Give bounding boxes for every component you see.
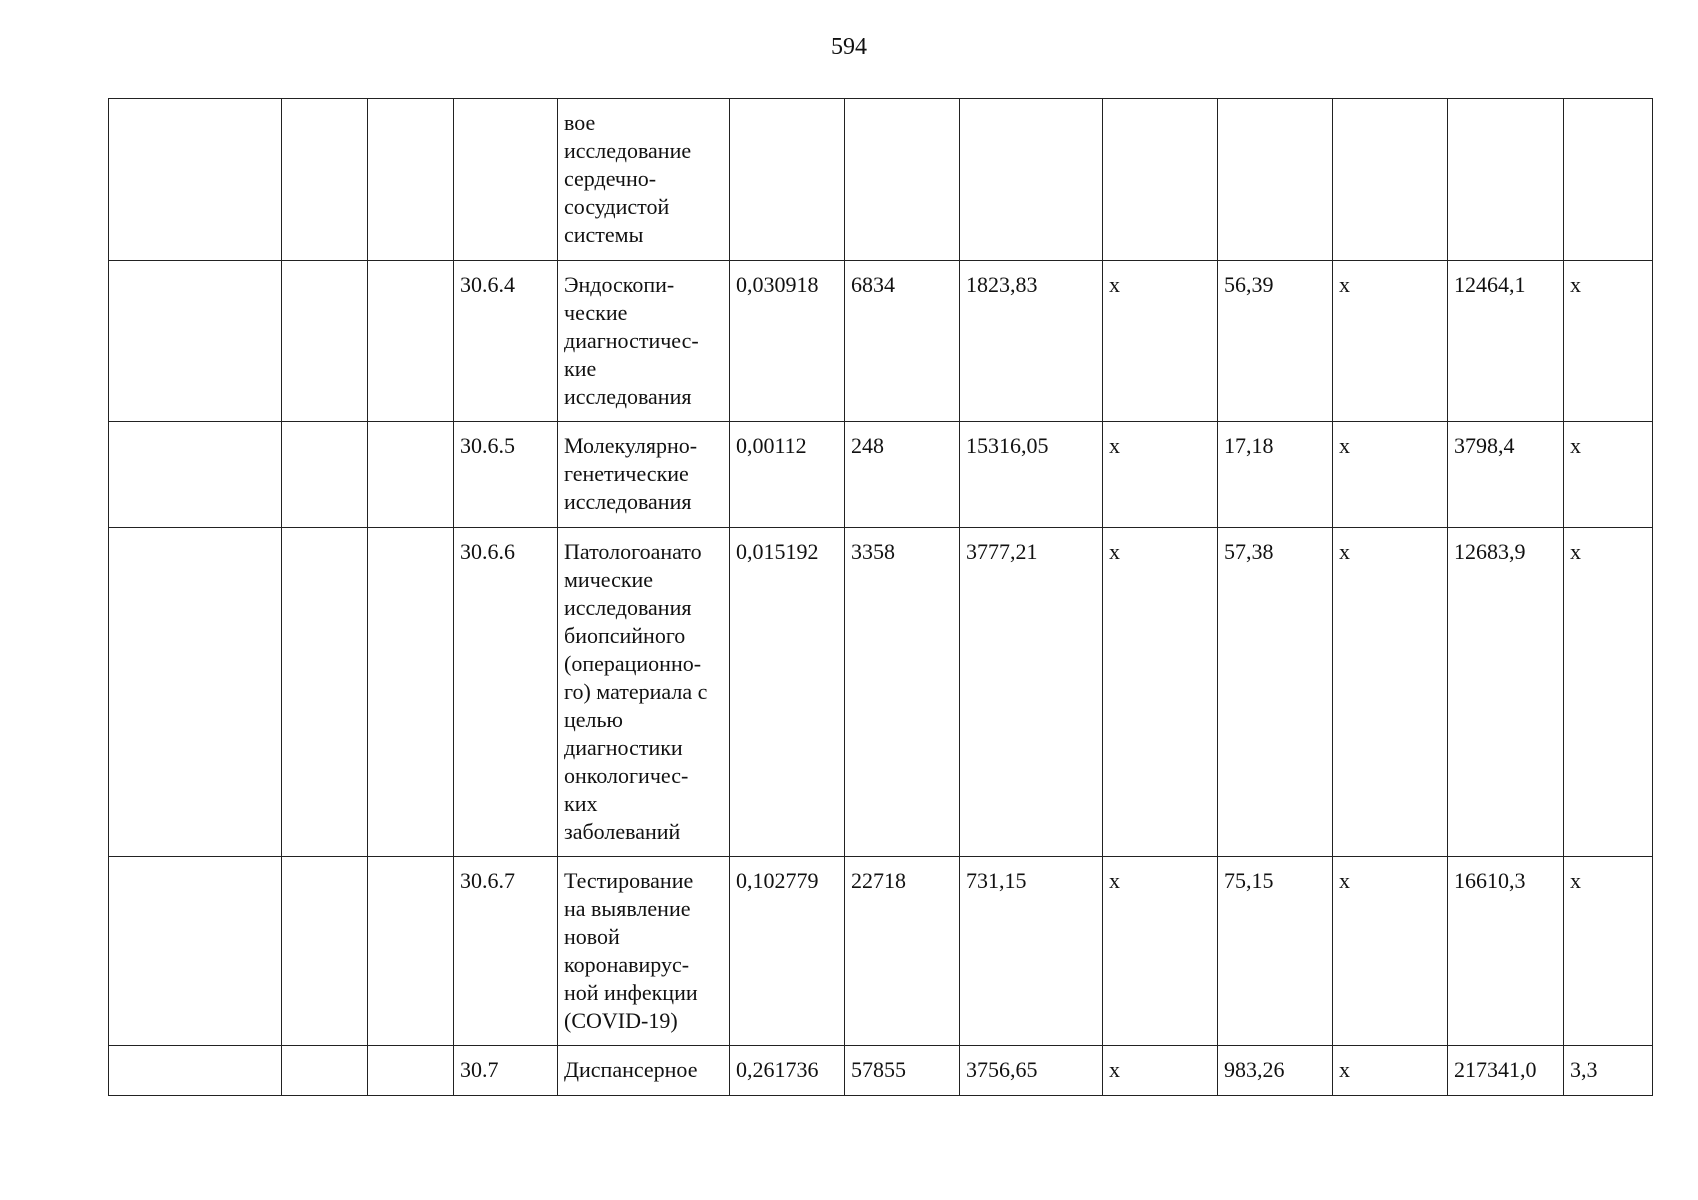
table-cell: Диспансерное <box>558 1046 730 1096</box>
table-cell <box>368 261 454 422</box>
table-cell: 16610,3 <box>1448 857 1564 1046</box>
table-cell: 983,26 <box>1218 1046 1333 1096</box>
table-cell <box>1218 99 1333 261</box>
table-row <box>109 261 1653 422</box>
table-cell <box>282 261 368 422</box>
table-cell <box>109 857 282 1046</box>
table-cell <box>282 528 368 857</box>
table-cell: 57855 <box>845 1046 960 1096</box>
data-table <box>108 98 1653 1096</box>
table-cell: 12464,1 <box>1448 261 1564 422</box>
table-row <box>109 99 1653 261</box>
table-cell: x <box>1333 261 1448 422</box>
table-cell: x <box>1333 528 1448 857</box>
table-cell: x <box>1333 857 1448 1046</box>
table-cell <box>282 1046 368 1096</box>
table-cell: 217341,0 <box>1448 1046 1564 1096</box>
table-cell <box>109 422 282 528</box>
table-cell <box>730 99 845 261</box>
table-cell: 0,015192 <box>730 528 845 857</box>
table-cell: x <box>1103 261 1218 422</box>
table-cell: 30.7 <box>454 1046 558 1096</box>
table-cell: 30.6.5 <box>454 422 558 528</box>
table-cell: 3,3 <box>1564 1046 1653 1096</box>
table-cell: 731,15 <box>960 857 1103 1046</box>
table-cell: Тестирование на выявление новой коронавирус- ной инфекции (COVID-19) <box>558 857 730 1046</box>
table-cell: x <box>1564 528 1653 857</box>
table-cell <box>845 99 960 261</box>
table-cell: x <box>1103 1046 1218 1096</box>
table-cell: 12683,9 <box>1448 528 1564 857</box>
table-cell: 30.6.7 <box>454 857 558 1046</box>
table-cell: 0,00112 <box>730 422 845 528</box>
table-cell: x <box>1564 422 1653 528</box>
table-cell: x <box>1564 857 1653 1046</box>
table-cell: 1823,83 <box>960 261 1103 422</box>
table-cell <box>109 528 282 857</box>
table-cell: 57,38 <box>1218 528 1333 857</box>
table-row <box>109 422 1653 528</box>
table-cell <box>1103 99 1218 261</box>
table-cell: x <box>1103 422 1218 528</box>
table-row <box>109 528 1653 857</box>
table-cell: Патологоанато мические исследования биопсийного (операционно- го) материала с целью диагностики онкологичес- ких заболеваний <box>558 528 730 857</box>
table-cell <box>282 857 368 1046</box>
table-cell: 30.6.6 <box>454 528 558 857</box>
page-number: 594 <box>831 34 867 60</box>
table-cell <box>282 422 368 528</box>
table-cell <box>368 857 454 1046</box>
table-cell <box>109 99 282 261</box>
table-cell: вое исследование сердечно- сосудистой системы <box>558 99 730 261</box>
table-cell: 3798,4 <box>1448 422 1564 528</box>
table-cell: 3777,21 <box>960 528 1103 857</box>
table-cell: 248 <box>845 422 960 528</box>
table-cell: 75,15 <box>1218 857 1333 1046</box>
table-cell <box>454 99 558 261</box>
table-cell: 22718 <box>845 857 960 1046</box>
table-cell: 6834 <box>845 261 960 422</box>
table-cell <box>282 99 368 261</box>
table-cell: Эндоскопи- ческие диагностичес- кие исследования <box>558 261 730 422</box>
table-cell: x <box>1103 857 1218 1046</box>
table-cell <box>368 99 454 261</box>
table-cell: 15316,05 <box>960 422 1103 528</box>
table-cell <box>960 99 1103 261</box>
table-cell: 17,18 <box>1218 422 1333 528</box>
table-cell: x <box>1103 528 1218 857</box>
table-cell: 3358 <box>845 528 960 857</box>
table-cell <box>368 1046 454 1096</box>
table-cell <box>368 422 454 528</box>
table-row <box>109 857 1653 1046</box>
table-cell: 0,102779 <box>730 857 845 1046</box>
table-cell: Молекулярно- генетические исследования <box>558 422 730 528</box>
table-cell <box>109 1046 282 1096</box>
table-cell: 0,261736 <box>730 1046 845 1096</box>
table-cell: 0,030918 <box>730 261 845 422</box>
table-cell <box>1333 99 1448 261</box>
table-cell: 30.6.4 <box>454 261 558 422</box>
table-cell <box>109 261 282 422</box>
table-cell: x <box>1333 1046 1448 1096</box>
table-cell: x <box>1333 422 1448 528</box>
table-cell <box>1448 99 1564 261</box>
table-cell: x <box>1564 261 1653 422</box>
table-cell <box>1564 99 1653 261</box>
table-row <box>109 1046 1653 1096</box>
table-cell: 3756,65 <box>960 1046 1103 1096</box>
table-cell: 56,39 <box>1218 261 1333 422</box>
table-cell <box>368 528 454 857</box>
